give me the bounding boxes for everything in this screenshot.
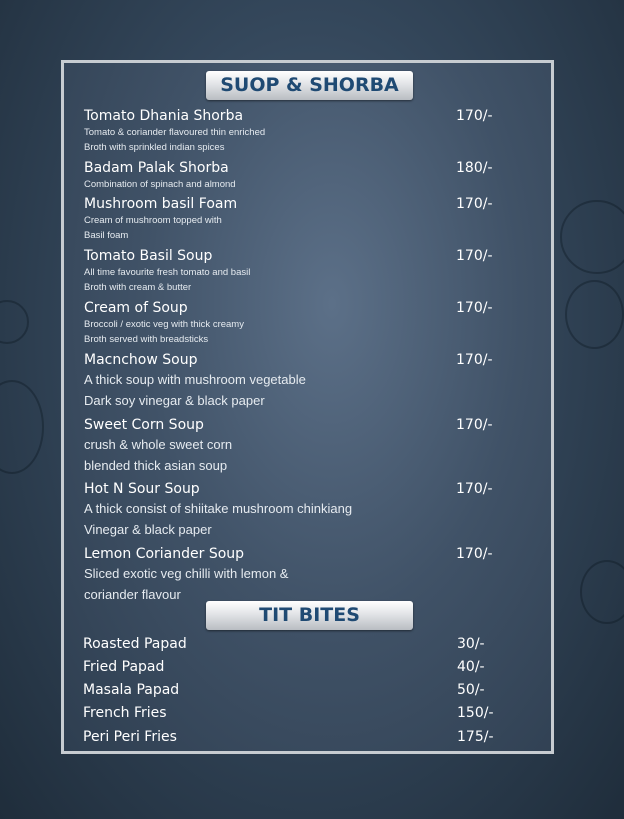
item-description: A thick soup with mushroom vegetable Dark soy vinegar & black paper (84, 372, 306, 408)
background-doodle (580, 560, 624, 624)
item-price: 150/- (457, 705, 494, 721)
item-description: A thick consist of shiitake mushroom chinkiang Vinegar & black paper (84, 501, 353, 537)
item-price: 170/- (456, 300, 493, 316)
item-name: Hot N Sour Soup (84, 481, 200, 497)
item-description: Cream of mushroom topped with Basil foam (84, 215, 222, 241)
section-title-soup: SUOP & SHORBA (206, 71, 413, 100)
item-price: 170/- (456, 352, 493, 368)
item-price: 170/- (456, 481, 493, 497)
menu-item (83, 635, 503, 653)
item-price: 180/- (456, 160, 493, 176)
background-doodle (0, 380, 44, 474)
item-description: Broccoli / exotic veg with thick creamy Broth served with breadsticks (84, 319, 244, 345)
item-name: French Fries (83, 705, 167, 721)
background-doodle (560, 200, 624, 274)
item-name: Lemon Coriander Soup (84, 546, 245, 562)
section-title-bites: TIT BITES (206, 601, 413, 630)
item-price: 40/- (457, 659, 485, 675)
menu-item (84, 299, 504, 347)
menu-item (84, 545, 504, 605)
item-price: 170/- (456, 108, 493, 124)
item-description: Sliced exotic veg chilli with lemon & coriander flavour (84, 566, 289, 602)
item-name: Cream of Soup (84, 300, 188, 316)
item-name: Fried Papad (83, 659, 165, 675)
item-name: Mushroom basil Foam (84, 196, 238, 212)
item-description: All time favourite fresh tomato and basil Broth with cream & butter (84, 267, 251, 293)
menu-item (84, 107, 504, 155)
background-doodle (0, 300, 29, 344)
menu-item (84, 351, 504, 411)
item-price: 170/- (456, 196, 493, 212)
item-name: Masala Papad (83, 682, 180, 698)
item-description: Tomato & coriander flavoured thin enriched Broth with sprinkled indian spices (84, 127, 266, 153)
menu-item (83, 681, 503, 699)
item-name: Sweet Corn Soup (84, 417, 204, 433)
item-price: 170/- (456, 248, 493, 264)
item-name: Roasted Papad (83, 636, 187, 652)
item-price: 30/- (457, 636, 485, 652)
menu-item (83, 728, 503, 746)
background-doodle (565, 280, 624, 349)
item-price: 170/- (456, 546, 493, 562)
menu-item (83, 658, 503, 676)
menu-item (84, 480, 504, 540)
item-name: Tomato Dhania Shorba (84, 108, 244, 124)
menu-item (84, 159, 504, 192)
item-description: crush & whole sweet corn blended thick asian soup (84, 437, 233, 473)
item-name: Badam Palak Shorba (84, 160, 229, 176)
menu-item (84, 247, 504, 295)
item-price: 170/- (456, 417, 493, 433)
menu-item (84, 195, 504, 243)
item-name: Tomato Basil Soup (84, 248, 213, 264)
item-price: 50/- (457, 682, 485, 698)
item-description: Combination of spinach and almond (84, 179, 236, 190)
menu-item (84, 416, 504, 476)
item-name: Peri Peri Fries (83, 729, 177, 745)
menu-item (83, 704, 503, 722)
item-price: 175/- (457, 729, 494, 745)
item-name: Macnchow Soup (84, 352, 198, 368)
